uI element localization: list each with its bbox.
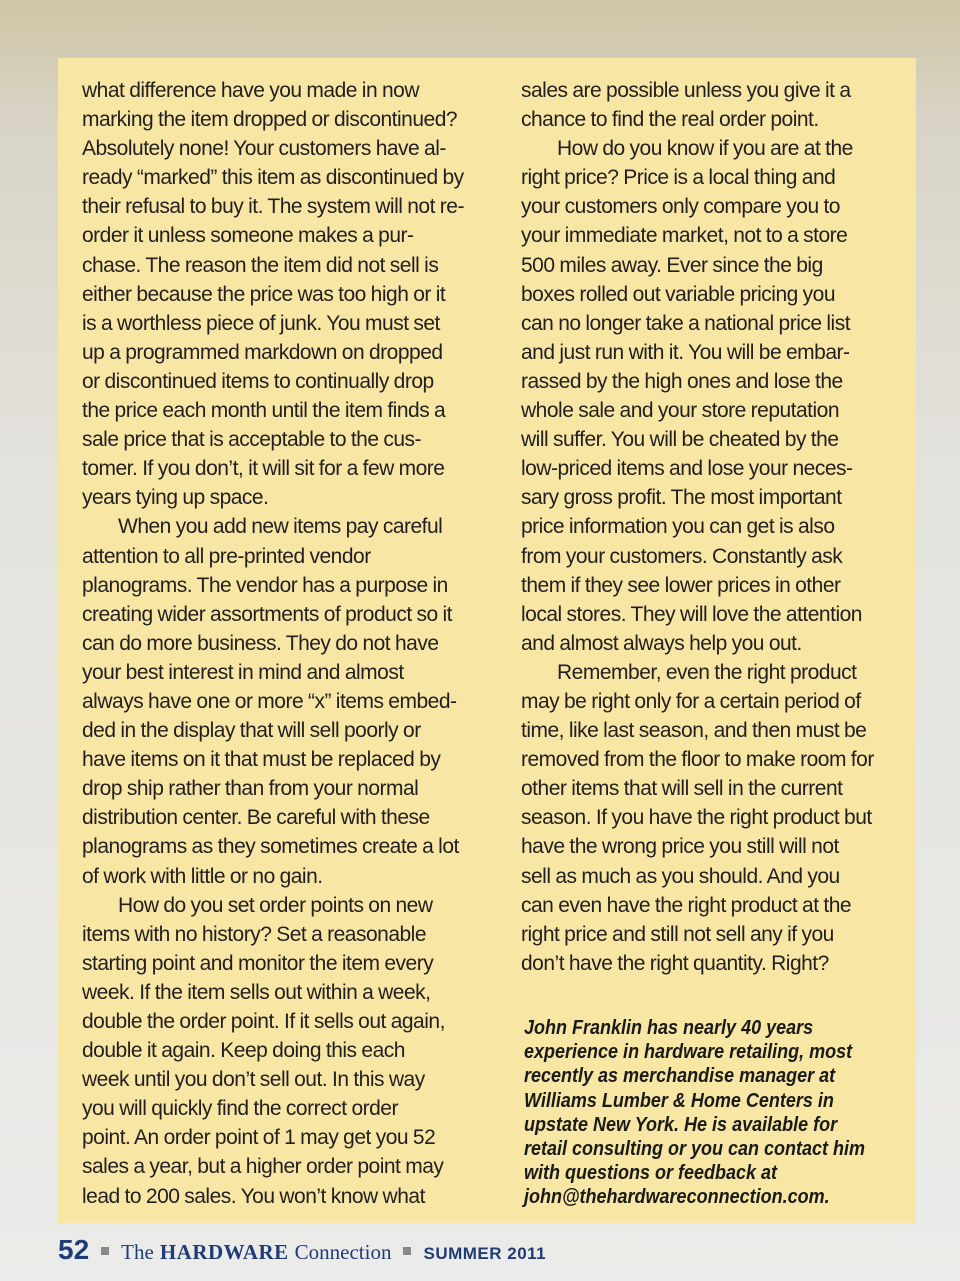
issue-date: SUMMER 2011 — [423, 1244, 547, 1263]
paragraph: what difference have you made in now marking the item dropped or discontinued? Absolutely none! Your customers have al- ready “marked” this item as discontinued by their refusal to buy it. The system will not re- order it unless someone makes a pur- chase. The reason the item did not sell is either because the price was too high or it is a worthless piece of junk. You must set up a programmed markdown on dropped or discontinued items to continually drop the price each month until the item finds a sale price that is acceptable to the cus- tomer. If you don’t, it will sit for a few more years tying up space. — [82, 79, 464, 510]
magazine-name-the: The — [121, 1240, 154, 1264]
separator-square-icon — [101, 1247, 109, 1255]
magazine-name-hardware: HARDWARE — [159, 1240, 289, 1264]
author-bio: John Franklin has nearly 40 years experience in hardware retailing, most recently as merchandise manager at Williams Lumber & Home Centers in upstate New York. He is available for retail consulting or you can contact him with questions or feedback at john@thehardwareconnection.com. — [524, 1017, 866, 1209]
page-footer — [58, 1234, 546, 1270]
separator-square-icon — [403, 1247, 411, 1255]
paragraph: sales are possible unless you give it a chance to find the real order point. — [521, 79, 851, 132]
right-column — [521, 76, 911, 978]
paragraph: Remember, even the right product may be right only for a certain period of time, like last season, and then must be removed from the floor to make room for other items that will sell in the current season. If you have the right product but have the wrong price you still will not sell as much as you should. And you can even have the right product at the right price and still not sell any if you don’t have the right quantity. Right? — [521, 660, 874, 975]
magazine-name-connection: Connection — [294, 1240, 392, 1264]
page-number: 52 — [58, 1234, 90, 1265]
paragraph: When you add new items pay careful attention to all pre-printed vendor planograms. The vendor has a purpose in creating wider assortments of product so it can do more business. They do not have your best interest in mind and almost always have one or more “x” items embed- ded in the display that will sell poorly or have items on it that must be replaced by drop ship rather than from your normal distribution center. Be careful with these planograms as they sometimes create a lot of work with little or no gain. — [82, 515, 459, 888]
article-panel — [58, 58, 916, 1223]
paragraph: How do you know if you are at the right price? Price is a local thing and your customers only compare you to your immediate market, not to a store 500 miles away. Ever since the big boxes rolled out variable pricing you can no longer take a national price list and just run with it. You will be embar- rassed by the high ones and lose the whole sale and your store reputation will suffer. You will be cheated by the low-priced items and lose your neces- sary gross profit. The most important price information you can get is also from your customers. Constantly ask them if they see lower prices in other local stores. They will love the attention and almost always help you out. — [521, 137, 862, 655]
paragraph: How do you set order points on new items with no history? Set a reasonable starting point and monitor the item every week. If the item sells out within a week, double the order point. If it sells out again, double it again. Keep doing this each week until you don’t sell out. In this way you will quickly find the correct order point. An order point of 1 may get you 52 sales a year, but a higher order point may lead to 200 sales. You won’t know what — [82, 893, 445, 1208]
left-column — [82, 76, 494, 1211]
